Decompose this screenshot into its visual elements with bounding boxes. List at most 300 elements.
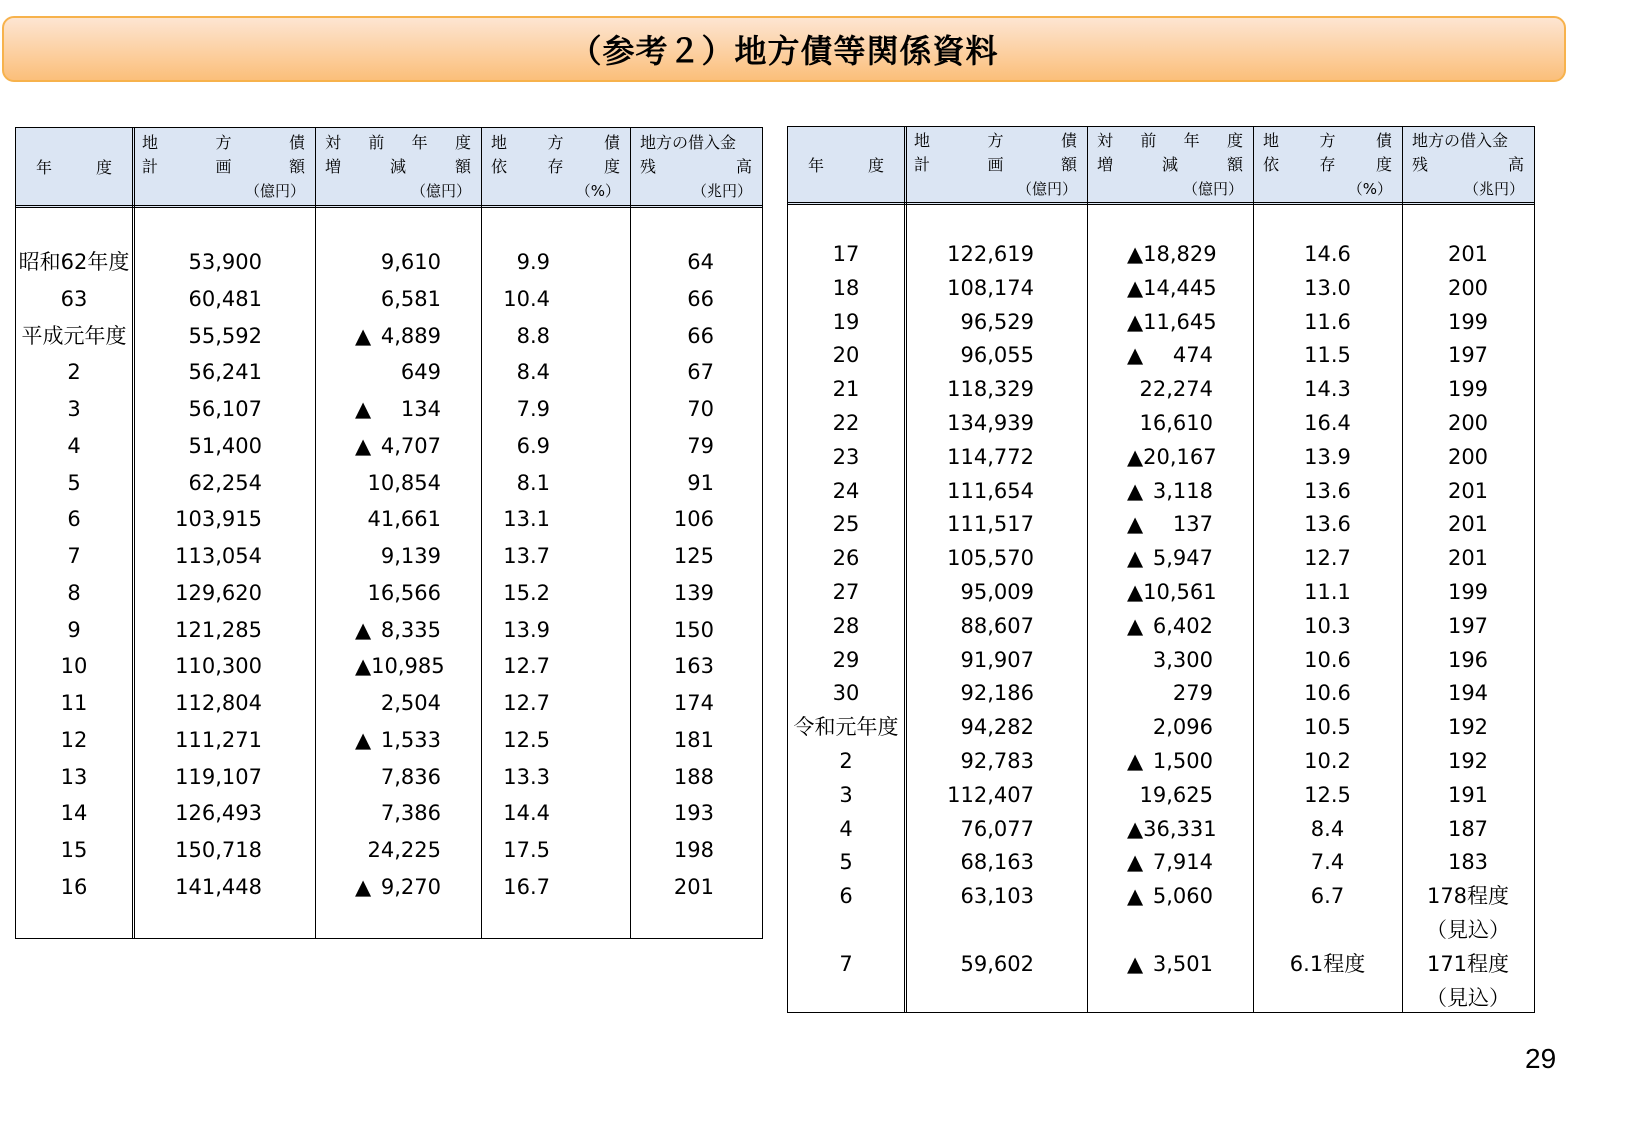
header-change (315, 128, 481, 205)
cell-change: 16,610 (1139, 411, 1213, 435)
cell-ratio: 8.4 (1310, 816, 1345, 841)
cell-year: 7 (839, 951, 853, 976)
cell-ratio: 6.7 (1310, 884, 1345, 909)
cell-ratio: 13.9 (1304, 444, 1351, 469)
cell-balance: 79 (687, 433, 714, 458)
header-char: 前 (1140, 130, 1157, 150)
table-row (788, 441, 1534, 475)
cell-balance: 64 (687, 250, 714, 274)
header-char: 地方の借入金 (640, 132, 737, 152)
header-char: 画 (215, 156, 232, 176)
cell-change: 2,096 (1152, 715, 1213, 740)
cell-change: 649 (400, 360, 441, 385)
table-row (788, 306, 1534, 340)
cell-balance: 201 (1447, 242, 1489, 266)
table-row (16, 648, 762, 685)
cell-ratio: 16.4 (1304, 411, 1351, 435)
cell-balance: 171程度 (1426, 951, 1510, 976)
header-ratio (481, 128, 630, 205)
table-row (788, 339, 1534, 373)
header-char: 高 (735, 156, 752, 176)
cell-balance: 201 (1447, 546, 1489, 571)
cell-change-negative: ▲4,707 (355, 433, 441, 458)
cell-ratio: 13.1 (503, 507, 550, 532)
header-plan (904, 127, 1087, 202)
header-change-line2 (325, 155, 471, 179)
cell-ratio: 12.7 (503, 691, 550, 715)
cell-year: 6 (839, 884, 853, 909)
cell-change-negative: ▲18,829 (1127, 242, 1217, 266)
cell-year: 2 (839, 749, 853, 773)
cell-ratio: 13.9 (503, 617, 550, 642)
header-char: 存 (547, 156, 564, 176)
cell-change: 7,836 (380, 764, 441, 789)
cell-year: 9 (67, 617, 81, 642)
cell-balance: 197 (1447, 613, 1489, 638)
cell-change: 6,581 (380, 286, 441, 311)
cell-year: 15 (60, 838, 88, 862)
cell-ratio: 13.3 (503, 764, 550, 789)
page-number: 29 (1525, 1043, 1557, 1074)
cell-balance: 66 (687, 323, 714, 348)
cell-change: 24,225 (367, 838, 441, 862)
header-balance-unit: （兆円） (691, 181, 752, 200)
table-row (788, 407, 1534, 441)
cell-plan: 103,915 (175, 507, 262, 532)
title-banner (2, 16, 1566, 82)
cell-year: 23 (832, 444, 860, 469)
cell-year: 14 (60, 801, 88, 826)
cell-plan: 56,241 (188, 360, 262, 385)
header-char: 地 (914, 130, 931, 150)
cell-year: 11 (60, 691, 88, 715)
header-plan-line1 (142, 131, 305, 155)
cell-change-negative: ▲7,914 (1127, 850, 1213, 875)
cell-plan: 59,602 (960, 951, 1034, 976)
cell-year: 30 (832, 681, 860, 706)
header-char: 地方の借入金 (1412, 130, 1509, 150)
cell-ratio: 11.5 (1304, 343, 1351, 368)
cell-year: 21 (832, 377, 860, 402)
table-row (788, 982, 1534, 1016)
cell-change-negative: ▲11,645 (1127, 309, 1217, 334)
cell-change: 10,854 (367, 470, 441, 495)
cell-balance: 191 (1447, 782, 1489, 807)
cell-plan: 126,493 (175, 801, 262, 826)
header-balance-line1 (640, 131, 752, 155)
cell-balance: 197 (1447, 343, 1489, 368)
table-row (16, 795, 762, 832)
cell-change-negative: ▲137 (1127, 512, 1213, 537)
table-row (788, 813, 1534, 847)
header-balance (630, 128, 762, 205)
cell-change: 9,139 (380, 544, 441, 568)
cell-balance: 183 (1447, 850, 1489, 875)
table-row (16, 501, 762, 538)
cell-balance: 163 (673, 654, 714, 679)
cell-plan: 122,619 (947, 242, 1034, 266)
table-row (788, 373, 1534, 407)
cell-balance: 193 (673, 801, 714, 826)
cell-ratio: 12.5 (503, 727, 550, 752)
cell-plan: 92,186 (960, 681, 1034, 706)
cell-ratio: 15.2 (503, 580, 550, 605)
cell-plan (904, 982, 1087, 1016)
table-row (788, 677, 1534, 711)
header-char: 方 (547, 132, 564, 152)
header-char: 増 (325, 156, 342, 176)
cell-ratio: 12.7 (1304, 546, 1351, 571)
cell-year: 19 (832, 309, 860, 334)
cell-year: 3 (67, 397, 81, 421)
cell-plan: 119,107 (175, 764, 262, 789)
table-row (16, 869, 762, 906)
page-title: （参考２）地方債等関係資料 (569, 32, 999, 70)
cell-balance: 181 (673, 727, 714, 752)
header-balance (1402, 127, 1534, 202)
cell-year: 昭和62年度 (18, 250, 130, 274)
cell-ratio: 9.9 (516, 250, 550, 274)
header-char: 額 (288, 156, 305, 176)
header-char: 度 (1226, 130, 1243, 150)
cell-plan (904, 914, 1087, 948)
cell-ratio: 14.6 (1304, 242, 1351, 266)
header-change-line2 (1097, 153, 1243, 177)
table-row (16, 538, 762, 575)
cell-ratio (1253, 914, 1402, 948)
cell-ratio: 16.7 (503, 874, 550, 899)
cell-change-negative: ▲10,985 (355, 654, 445, 679)
header-change-unit: （億円） (1182, 179, 1243, 198)
header-char: 額 (1226, 154, 1243, 174)
table-row (788, 610, 1534, 644)
cell-change: 3,300 (1152, 647, 1213, 672)
header-char: 度 (867, 156, 884, 175)
cell-year: 16 (60, 874, 88, 899)
cell-year: 5 (839, 850, 853, 875)
header-char: 存 (1319, 154, 1336, 174)
cell-change: 16,566 (367, 580, 441, 605)
table-row (16, 575, 762, 612)
cell-ratio: 8.4 (516, 360, 550, 385)
cell-year: 6 (67, 507, 81, 532)
header-char: 依 (491, 156, 508, 176)
header-ratio-line2 (1263, 153, 1392, 177)
cell-change-negative: ▲4,889 (355, 323, 441, 348)
cell-balance: 150 (673, 617, 714, 642)
cell-balance: 66 (687, 286, 714, 311)
cell-change: 9,610 (380, 250, 441, 274)
table-row (788, 745, 1534, 779)
cell-year: 12 (60, 727, 88, 752)
cell-plan: 141,448 (175, 874, 262, 899)
header-change-line1 (325, 131, 471, 155)
cell-ratio: 10.3 (1304, 613, 1351, 638)
cell-balance: 199 (1447, 377, 1489, 402)
cell-plan: 113,054 (175, 544, 262, 568)
header-ratio-unit: （%） (575, 181, 620, 200)
cell-ratio: 8.1 (516, 470, 550, 495)
cell-plan: 111,654 (947, 478, 1034, 503)
cell-plan: 129,620 (175, 580, 262, 605)
cell-balance: 198 (673, 838, 714, 862)
table-row (16, 428, 762, 465)
cell-change: 7,386 (380, 801, 441, 826)
header-char: 画 (987, 154, 1004, 174)
cell-plan: 91,907 (960, 647, 1034, 672)
header-char: 年 (36, 158, 53, 177)
cell-ratio: 6.1程度 (1289, 951, 1366, 976)
cell-ratio: 14.4 (503, 801, 550, 826)
cell-year: 22 (832, 411, 860, 435)
cell-ratio: 7.4 (1310, 850, 1345, 875)
table-row (788, 508, 1534, 542)
header-ratio-line1 (491, 131, 620, 155)
cell-year (788, 982, 904, 1016)
header-plan (132, 128, 315, 205)
cell-change: 19,625 (1139, 782, 1213, 807)
cell-year: 13 (60, 764, 88, 789)
cell-year (788, 914, 904, 948)
table-row (788, 779, 1534, 813)
cell-ratio: 12.5 (1304, 782, 1351, 807)
cell-year: 平成元年度 (21, 323, 127, 348)
cell-plan: 96,529 (960, 309, 1034, 334)
header-char: 度 (95, 158, 112, 177)
cell-plan: 63,103 (960, 884, 1034, 909)
cell-balance: 192 (1447, 749, 1489, 773)
table-row (788, 711, 1534, 745)
cell-year: 7 (67, 544, 81, 568)
header-plan-line2 (142, 155, 305, 179)
cell-ratio: 7.9 (516, 397, 550, 421)
cell-ratio: 12.7 (503, 654, 550, 679)
header-ratio (1253, 127, 1402, 202)
cell-year: 26 (832, 546, 860, 571)
header-year-label (798, 127, 894, 202)
cell-year: 8 (67, 580, 81, 605)
cell-balance: 200 (1447, 444, 1489, 469)
table-row (16, 318, 762, 355)
header-char: 計 (142, 156, 159, 176)
table-row (16, 391, 762, 428)
cell-plan: 112,804 (175, 691, 262, 715)
header-year (16, 128, 132, 205)
cell-plan: 76,077 (960, 816, 1034, 841)
cell-plan: 88,607 (960, 613, 1034, 638)
cell-year: 4 (839, 816, 853, 841)
cell-plan: 110,300 (175, 654, 262, 679)
cell-plan: 62,254 (188, 470, 262, 495)
cell-ratio (1253, 982, 1402, 1016)
cell-ratio: 10.6 (1304, 647, 1351, 672)
cell-ratio: 11.1 (1304, 580, 1351, 604)
cell-plan: 105,570 (947, 546, 1034, 571)
cell-ratio: 10.2 (1304, 749, 1351, 773)
cell-ratio: 10.5 (1304, 715, 1351, 740)
header-char: 額 (454, 156, 471, 176)
cell-change-negative: ▲5,947 (1127, 546, 1213, 571)
header-char: 前 (368, 132, 385, 152)
cell-balance: 201 (1447, 512, 1489, 537)
cell-change: 22,274 (1139, 377, 1213, 402)
header-char: 地 (1263, 130, 1280, 150)
cell-change-negative: ▲3,118 (1127, 478, 1213, 503)
cell-balance: 187 (1447, 816, 1489, 841)
header-change-unit: （億円） (410, 181, 471, 200)
cell-balance: 194 (1447, 681, 1489, 706)
cell-year: 27 (832, 580, 860, 604)
header-char: 度 (454, 132, 471, 152)
header-change (1087, 127, 1253, 202)
cell-balance: 67 (687, 360, 714, 385)
table-row (788, 576, 1534, 610)
cell-ratio: 14.3 (1304, 377, 1351, 402)
cell-change-negative: ▲1,533 (355, 727, 441, 752)
cell-balance: 70 (687, 397, 714, 421)
table-row (788, 914, 1534, 948)
header-char: 増 (1097, 154, 1114, 174)
cell-balance: 200 (1447, 275, 1489, 300)
cell-year: 29 (832, 647, 860, 672)
table-row (16, 281, 762, 318)
table-row (788, 880, 1534, 914)
header-char: 高 (1507, 154, 1524, 174)
cell-change-negative: ▲474 (1127, 343, 1213, 368)
header-char: 減 (389, 156, 406, 176)
header-change-line1 (1097, 129, 1243, 153)
header-plan-unit: （億円） (1016, 179, 1077, 198)
cell-plan: 118,329 (947, 377, 1034, 402)
header-plan-line2 (914, 153, 1077, 177)
cell-plan: 55,592 (188, 323, 262, 348)
cell-balance: 178程度 (1426, 884, 1510, 909)
cell-year: 24 (832, 478, 860, 503)
cell-change-negative: ▲8,335 (355, 617, 441, 642)
cell-ratio: 17.5 (503, 838, 550, 862)
table-row (16, 465, 762, 502)
cell-plan: 95,009 (960, 580, 1034, 604)
cell-balance: 91 (687, 470, 714, 495)
cell-plan: 111,271 (175, 727, 262, 752)
table-row (788, 475, 1534, 509)
header-balance-unit: （兆円） (1463, 179, 1524, 198)
table-row (16, 722, 762, 759)
table-row (788, 238, 1534, 272)
header-balance-line2 (640, 155, 752, 179)
header-char: 依 (1263, 154, 1280, 174)
cell-change: 279 (1172, 681, 1213, 706)
cell-year: 18 (832, 275, 860, 300)
cell-change (1087, 914, 1253, 948)
header-char: 債 (288, 132, 305, 152)
cell-balance: 125 (673, 544, 714, 568)
header-ratio-line1 (1263, 129, 1392, 153)
cell-year: 4 (67, 433, 81, 458)
header-char: 計 (914, 154, 931, 174)
cell-ratio: 13.7 (503, 544, 550, 568)
cell-year: 17 (832, 242, 860, 266)
cell-change-negative: ▲3,501 (1127, 951, 1213, 976)
table-row (16, 759, 762, 796)
cell-year: 10 (60, 654, 88, 679)
cell-plan: 92,783 (960, 749, 1034, 773)
header-char: 度 (1375, 154, 1392, 174)
cell-ratio: 13.0 (1304, 275, 1351, 300)
header-plan-unit: （億円） (244, 181, 305, 200)
cell-ratio: 11.6 (1304, 309, 1351, 334)
cell-plan: 112,407 (947, 782, 1034, 807)
header-char: 減 (1161, 154, 1178, 174)
cell-year: 25 (832, 512, 860, 537)
cell-plan: 114,772 (947, 444, 1034, 469)
cell-change-negative: ▲9,270 (355, 874, 441, 899)
table-header (788, 127, 1534, 205)
cell-balance: 201 (673, 874, 714, 899)
cell-balance: 201 (1447, 478, 1489, 503)
cell-plan: 56,107 (188, 397, 262, 421)
table-row (16, 354, 762, 391)
header-char: 額 (1060, 154, 1077, 174)
cell-change-negative: ▲134 (355, 397, 441, 421)
header-char: 方 (215, 132, 232, 152)
header-ratio-unit: （%） (1347, 179, 1392, 198)
table-row (788, 846, 1534, 880)
header-balance-line1 (1412, 129, 1524, 153)
cell-ratio: 8.8 (516, 323, 550, 348)
cell-ratio: 10.6 (1304, 681, 1351, 706)
cell-plan: 68,163 (960, 850, 1034, 875)
header-year (788, 127, 904, 202)
cell-change: 2,504 (380, 691, 441, 715)
cell-balance: 199 (1447, 309, 1489, 334)
cell-year: 2 (67, 360, 81, 385)
header-char: 年 (1183, 130, 1200, 150)
cell-plan: 60,481 (188, 286, 262, 311)
cell-balance: （見込） (1426, 985, 1510, 1010)
cell-balance: （見込） (1426, 918, 1510, 942)
cell-plan: 51,400 (188, 433, 262, 458)
cell-plan: 121,285 (175, 617, 262, 642)
header-ratio-line2 (491, 155, 620, 179)
cell-change-negative: ▲10,561 (1127, 580, 1217, 604)
cell-plan: 53,900 (188, 250, 262, 274)
header-char: 地 (142, 132, 159, 152)
table-row (788, 272, 1534, 306)
cell-change: 41,661 (367, 507, 441, 532)
cell-year: 令和元年度 (793, 715, 899, 740)
cell-balance: 196 (1447, 647, 1489, 672)
cell-year: 20 (832, 343, 860, 368)
cell-year: 5 (67, 470, 81, 495)
cell-ratio: 10.4 (503, 286, 550, 311)
cell-ratio: 6.9 (516, 433, 550, 458)
header-char: 度 (603, 156, 620, 176)
header-char: 年 (808, 156, 825, 175)
cell-balance: 174 (673, 691, 714, 715)
cell-plan: 150,718 (175, 838, 262, 862)
header-char: 対 (325, 132, 342, 152)
cell-ratio: 13.6 (1304, 512, 1351, 537)
header-char: 地 (491, 132, 508, 152)
header-char: 方 (987, 130, 1004, 150)
cell-change-negative: ▲20,167 (1127, 444, 1217, 469)
cell-change-negative: ▲14,445 (1127, 275, 1217, 300)
header-char: 債 (603, 132, 620, 152)
table-row (16, 685, 762, 722)
cell-change-negative: ▲36,331 (1127, 816, 1217, 841)
bond-table-right (787, 126, 1535, 1013)
